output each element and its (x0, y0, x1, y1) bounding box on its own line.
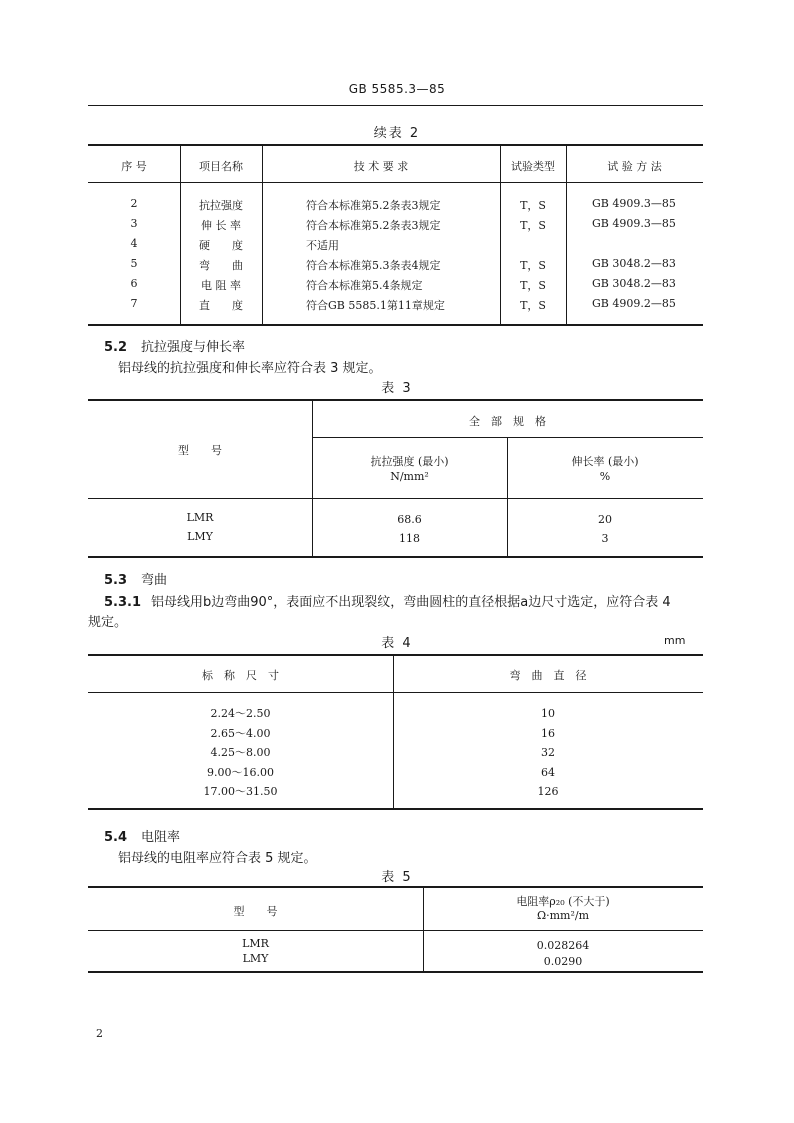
table2-col-test-type: 试验类型 (511, 160, 555, 173)
table2-cell-method: GB 3048.2—83 (592, 277, 676, 290)
table2-cell-item: 抗拉强度 (199, 199, 243, 212)
table2-cell-method: GB 4909.3—85 (592, 197, 676, 210)
table2-cell-index: 3 (130, 217, 138, 230)
table2-cell-requirement: 符合本标准第5.4条规定 (306, 279, 423, 292)
table2-cell-item: 弯 曲 (199, 259, 243, 272)
table4-col-diameter: 弯 曲 直 径 (509, 669, 587, 682)
table2-col-item: 项目名称 (199, 160, 243, 173)
table4-unit: mm (664, 634, 686, 647)
table5-row-model: LMR (242, 937, 269, 950)
table2-cell-index: 4 (130, 237, 138, 250)
table2-cell-requirement: 符合GB 5585.1第11章规定 (306, 299, 445, 312)
table3-row-tensile: 68.6 (397, 513, 422, 526)
table3-row-elong: 20 (598, 513, 612, 526)
table3-col-all: 全 部 规 格 (469, 415, 546, 428)
table2-cell-test-type: T，S (520, 199, 546, 212)
section-5-3-1-text-cont: 规定。 (88, 615, 128, 630)
section-5-2-text: 铝母线的抗拉强度和伸长率应符合表 3 规定。 (118, 361, 382, 376)
table2-cell-test-type: T，S (520, 219, 546, 232)
section-5-2-heading: 5.2 抗拉强度与伸长率 (104, 340, 246, 355)
table4-cell-size: 2.65～4.00 (210, 726, 271, 740)
table3-col-model: 型 号 (178, 444, 222, 457)
table2-bottom-rule (88, 324, 703, 326)
table4-cell-diameter: 126 (537, 785, 559, 799)
table2-cell-test-type: T，S (520, 279, 546, 292)
table2-col-requirement: 技 术 要 求 (353, 160, 409, 173)
table5-col-resistivity: 电阻率ρ₂₀ (不大于) (516, 895, 610, 908)
table4-cell-diameter: 10 (541, 707, 555, 720)
table5-row-model: LMY (242, 952, 269, 965)
table2-cell-item: 电 阻 率 (201, 279, 241, 292)
table3-row-model: LMR (186, 511, 214, 524)
table2-cell-method: GB 4909.3—85 (592, 217, 676, 230)
table4-cell-diameter: 16 (541, 726, 555, 740)
section-5-4-text: 铝母线的电阻率应符合表 5 规定。 (118, 851, 317, 866)
table2-cell-item: 直 度 (199, 299, 243, 312)
table2-col-index: 序 号 (121, 160, 147, 173)
section-5-4-heading: 5.4 电阻率 (104, 830, 181, 845)
table2-cell-requirement: 符合本标准第5.2条表3规定 (306, 199, 441, 212)
table2-caption: 续表 2 (373, 126, 421, 141)
table4-cell-size: 4.25～8.00 (210, 746, 271, 760)
table2-cell-method: GB 4909.2—85 (592, 297, 676, 310)
table4-cell-size: 2.24～2.50 (210, 707, 271, 720)
table2-cell-item: 硬 度 (199, 239, 243, 252)
section-5-3-1-text: 5.3.1 铝母线用b边弯曲90°，表面应不出现裂纹，弯曲圆柱的直径根据a边尺寸选定，应符合表 4 (104, 595, 671, 610)
table2-cell-requirement: 符合本标准第5.3条表4规定 (306, 259, 441, 272)
table2-cell-test-type: T，S (520, 259, 546, 272)
table2-cell-index: 2 (130, 197, 138, 210)
header-rule (88, 105, 703, 106)
table3-row-tensile: 118 (399, 532, 420, 545)
table3-col-tensile: 抗拉强度 (最小) (370, 455, 449, 468)
table5-col-model: 型 号 (233, 905, 278, 918)
table3-col-elong-unit: % (599, 470, 611, 483)
table5-row-resistivity: 0.028264 (536, 939, 590, 952)
table3-row-model: LMY (187, 530, 213, 543)
table5-row-resistivity: 0.0290 (543, 955, 583, 968)
section-5-3-heading: 5.3 弯曲 (104, 573, 168, 588)
table2-cell-index: 5 (130, 257, 138, 270)
table4-cell-size: 9.00～16.00 (207, 765, 274, 779)
table3-col-elong: 伸长率 (最小) (571, 455, 639, 468)
table5-col-resistivity-unit: Ω·mm²/m (536, 909, 590, 922)
table4-cell-diameter: 64 (541, 765, 555, 779)
table2-cell-requirement: 不适用 (306, 239, 339, 252)
table2-cell-method: GB 3048.2—83 (592, 257, 676, 270)
table4-caption: 表 4 (381, 636, 413, 651)
table3-col-tensile-unit: N/mm² (390, 470, 429, 483)
table2-col-method: 试 验 方 法 (607, 160, 662, 173)
table2-cell-item: 伸 长 率 (201, 219, 241, 232)
table2-cell-requirement: 符合本标准第5.2条表3规定 (306, 219, 441, 232)
table4-col-size: 标 称 尺 寸 (202, 669, 279, 682)
table5-caption: 表 5 (381, 870, 413, 885)
table3-row-elong: 3 (601, 532, 609, 545)
table4-cell-diameter: 32 (541, 746, 555, 760)
table2-cell-test-type: T，S (520, 299, 546, 312)
table4-cell-size: 17.00～31.50 (203, 785, 278, 799)
page-header: GB 5585.3—85 (348, 82, 446, 96)
table2-cell-index: 6 (130, 277, 138, 290)
page-number: 2 (96, 1027, 103, 1040)
table2-cell-index: 7 (130, 297, 138, 310)
table3-caption: 表 3 (381, 381, 413, 396)
